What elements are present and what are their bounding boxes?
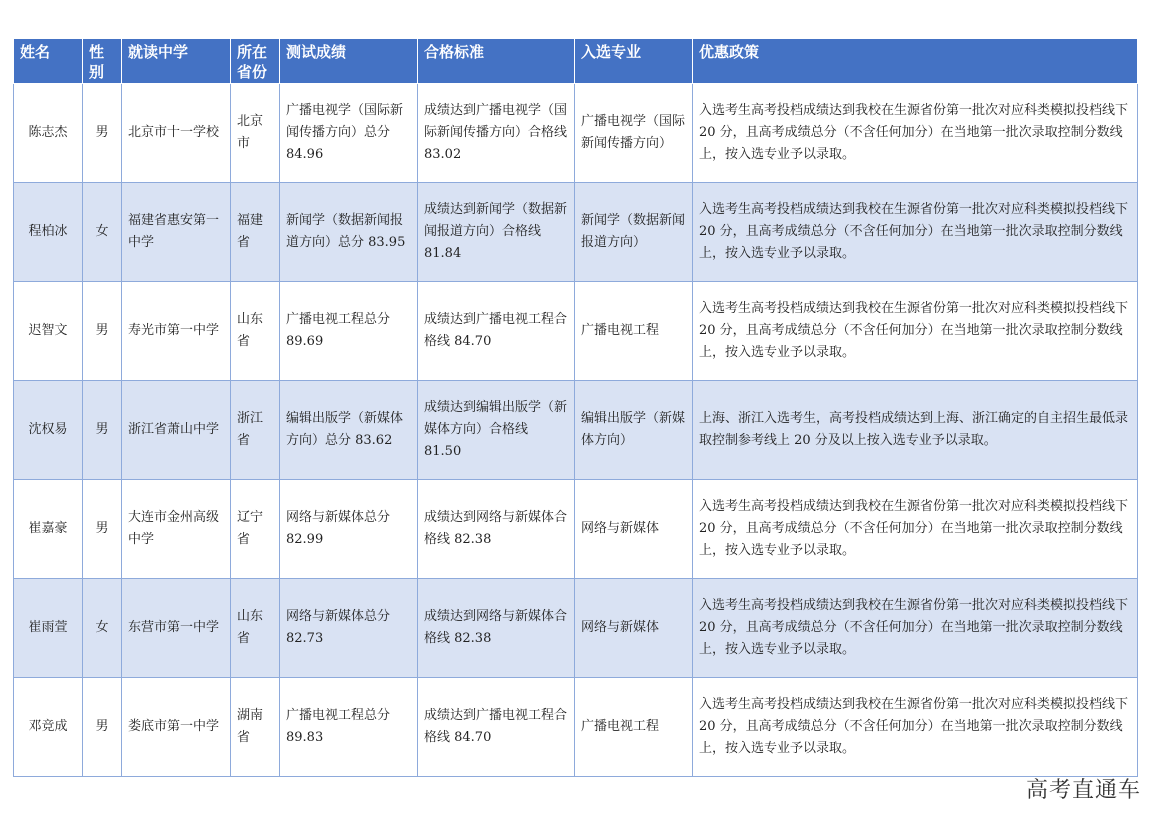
- selected-major: 编辑出版学（新媒体方向）: [575, 381, 693, 480]
- table-row: [14, 381, 1138, 480]
- selected-major: 广播电视学（国际新闻传播方向）: [575, 84, 693, 183]
- student-gender: 男: [83, 678, 122, 777]
- table-row: [14, 282, 1138, 381]
- table-row: [14, 84, 1138, 183]
- admission-policy: 入选考生高考投档成绩达到我校在生源省份第一批次对应科类模拟投档线下 20 分，且高考成绩总分（不含任何加分）在当地第一批次录取控制分数线上，按入选专业予以录取。: [693, 84, 1138, 183]
- student-province: 山东省: [231, 579, 280, 678]
- table-row: [14, 183, 1138, 282]
- header-row: [14, 39, 1138, 84]
- student-gender: 男: [83, 84, 122, 183]
- pass-standard: 成绩达到新闻学（数据新闻报道方向）合格线 81.84: [418, 183, 575, 282]
- table-row: [14, 480, 1138, 579]
- student-province: 辽宁省: [231, 480, 280, 579]
- student-school: 东营市第一中学: [122, 579, 231, 678]
- student-gender: 女: [83, 579, 122, 678]
- student-province: 湖南省: [231, 678, 280, 777]
- pass-standard: 成绩达到编辑出版学（新媒体方向）合格线 81.50: [418, 381, 575, 480]
- student-name: 沈权易: [14, 381, 83, 480]
- admission-policy: 上海、浙江入选考生，高考投档成绩达到上海、浙江确定的自主招生最低录取控制参考线上 20 分及以上按入选专业予以录取。: [693, 381, 1138, 480]
- test-score: 编辑出版学（新媒体方向）总分 83.62: [280, 381, 418, 480]
- test-score: 网络与新媒体总分 82.99: [280, 480, 418, 579]
- header-score: 测试成绩: [280, 39, 418, 84]
- student-province: 北京市: [231, 84, 280, 183]
- watermark-text: 高考直通车: [1025, 778, 1141, 803]
- student-province: 福建省: [231, 183, 280, 282]
- student-name: 崔嘉豪: [14, 480, 83, 579]
- table-row: [14, 678, 1138, 777]
- admission-policy: 入选考生高考投档成绩达到我校在生源省份第一批次对应科类模拟投档线下 20 分，且高考成绩总分（不含任何加分）在当地第一批次录取控制分数线上，按入选专业予以录取。: [693, 678, 1138, 777]
- student-gender: 男: [83, 480, 122, 579]
- student-school: 娄底市第一中学: [122, 678, 231, 777]
- pass-standard: 成绩达到广播电视工程合格线 84.70: [418, 282, 575, 381]
- student-school: 福建省惠安第一中学: [122, 183, 231, 282]
- student-school: 浙江省萧山中学: [122, 381, 231, 480]
- admission-policy: 入选考生高考投档成绩达到我校在生源省份第一批次对应科类模拟投档线下 20 分，且高考成绩总分（不含任何加分）在当地第一批次录取控制分数线上，按入选专业予以录取。: [693, 183, 1138, 282]
- student-school: 大连市金州高级中学: [122, 480, 231, 579]
- student-gender: 男: [83, 381, 122, 480]
- header-policy: 优惠政策: [693, 39, 1138, 84]
- selected-major: 网络与新媒体: [575, 579, 693, 678]
- selected-major: 网络与新媒体: [575, 480, 693, 579]
- student-name: 迟智文: [14, 282, 83, 381]
- pass-standard: 成绩达到网络与新媒体合格线 82.38: [418, 480, 575, 579]
- test-score: 网络与新媒体总分 82.73: [280, 579, 418, 678]
- test-score: 广播电视学（国际新闻传播方向）总分 84.96: [280, 84, 418, 183]
- pass-standard: 成绩达到广播电视工程合格线 84.70: [418, 678, 575, 777]
- admission-policy: 入选考生高考投档成绩达到我校在生源省份第一批次对应科类模拟投档线下 20 分，且高考成绩总分（不含任何加分）在当地第一批次录取控制分数线上，按入选专业予以录取。: [693, 282, 1138, 381]
- pass-standard: 成绩达到广播电视学（国际新闻传播方向）合格线 83.02: [418, 84, 575, 183]
- header-province: 所在省份: [231, 39, 280, 84]
- header-gender: 性别: [83, 39, 122, 84]
- student-province: 浙江省: [231, 381, 280, 480]
- student-school: 寿光市第一中学: [122, 282, 231, 381]
- table-row: [14, 579, 1138, 678]
- student-province: 山东省: [231, 282, 280, 381]
- selected-major: 广播电视工程: [575, 678, 693, 777]
- student-name: 程柏冰: [14, 183, 83, 282]
- pass-standard: 成绩达到网络与新媒体合格线 82.38: [418, 579, 575, 678]
- selected-major: 广播电视工程: [575, 282, 693, 381]
- header-name: 姓名: [14, 39, 83, 84]
- student-gender: 女: [83, 183, 122, 282]
- student-gender: 男: [83, 282, 122, 381]
- selected-major: 新闻学（数据新闻报道方向）: [575, 183, 693, 282]
- header-school: 就读中学: [122, 39, 231, 84]
- header-major: 入选专业: [575, 39, 693, 84]
- admission-results-table: [13, 38, 1138, 777]
- student-name: 邓竞成: [14, 678, 83, 777]
- test-score: 广播电视工程总分 89.83: [280, 678, 418, 777]
- student-name: 陈志杰: [14, 84, 83, 183]
- test-score: 新闻学（数据新闻报道方向）总分 83.95: [280, 183, 418, 282]
- test-score: 广播电视工程总分 89.69: [280, 282, 418, 381]
- admission-policy: 入选考生高考投档成绩达到我校在生源省份第一批次对应科类模拟投档线下 20 分，且高考成绩总分（不含任何加分）在当地第一批次录取控制分数线上，按入选专业予以录取。: [693, 480, 1138, 579]
- student-name: 崔雨萱: [14, 579, 83, 678]
- header-standard: 合格标准: [418, 39, 575, 84]
- student-school: 北京市十一学校: [122, 84, 231, 183]
- admission-policy: 入选考生高考投档成绩达到我校在生源省份第一批次对应科类模拟投档线下 20 分，且高考成绩总分（不含任何加分）在当地第一批次录取控制分数线上，按入选专业予以录取。: [693, 579, 1138, 678]
